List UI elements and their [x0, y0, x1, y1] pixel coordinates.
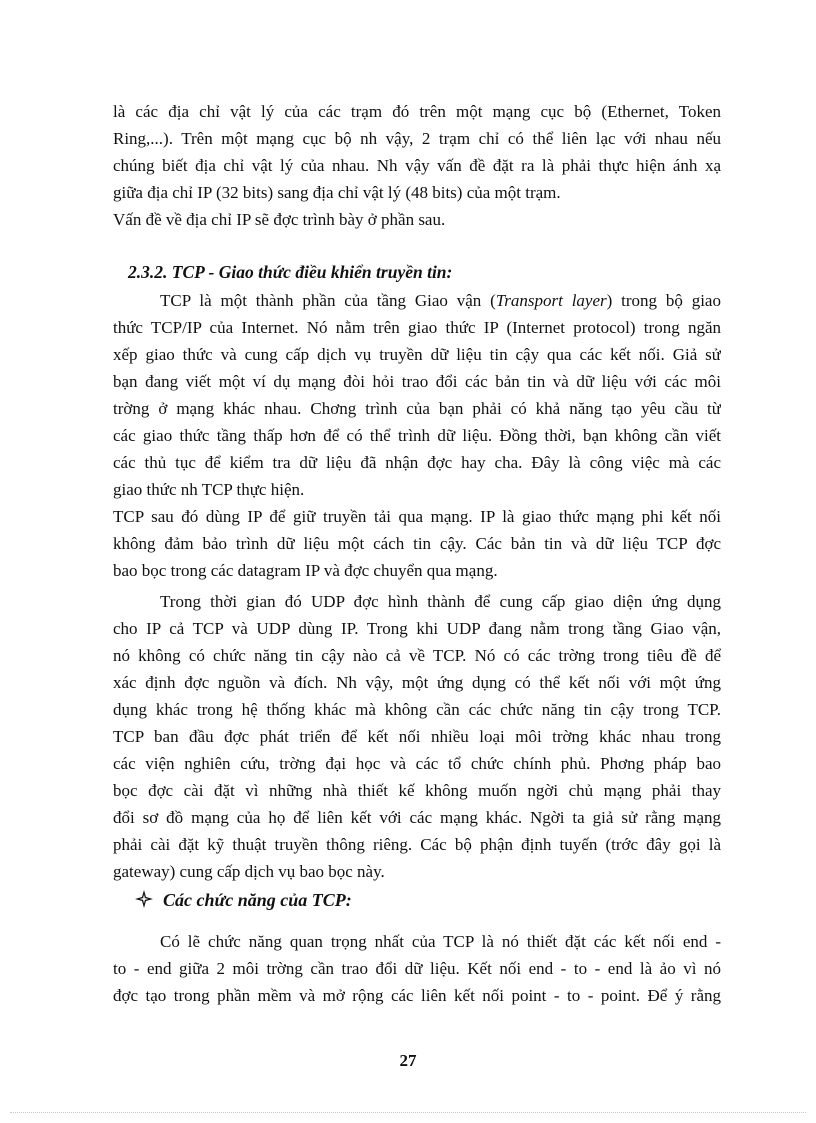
paragraph-line: bao bọc trong các datagram IP và đợc chuyển qua mạng. [113, 561, 498, 580]
page-number: 27 [399, 1051, 417, 1070]
paragraph-line: xác định đợc nguồn và đích. Nh vậy, một ứng dụng có thể kết nối với một ứng [113, 673, 721, 692]
paragraph-line: trờng ở mạng khác nhau. Chơng trình của bạn phải có khả năng tạo yêu cầu từ [113, 399, 721, 418]
paragraph-line: to - end giữa 2 môi trờng cần trao đổi dữ liệu. Kết nối end - to - end là ảo vì nó [113, 959, 721, 978]
paragraph-line: Ring,...). Trên một mạng cục bộ nh vậy, 2 trạm chỉ có thể liên lạc với nhau nếu [113, 129, 721, 148]
paragraph-line: phải cài đặt kỹ thuật truyền thông riêng. Các bộ phận định tuyến (trớc đây gọi là [113, 835, 721, 854]
section-heading: 2.3.2. TCP - Giao thức điều khiển truyền tin: [128, 262, 453, 282]
bullet-heading [135, 885, 352, 915]
paragraph-line: các giao thức tầng thấp hơn để có thể trình dữ liệu. Đồng thời, bạn không cần viết [113, 426, 721, 445]
paragraph-line: TCP là một thành phần của tầng Giao vận (Transport layer) trong bộ giao [160, 291, 721, 310]
paragraph-line: gateway) cung cấp dịch vụ bao bọc này. [113, 862, 385, 881]
paragraph-line: TCP ban đầu đợc phát triển để kết nối nhiều loại môi trờng khác nhau trong [113, 727, 721, 746]
paragraph-line: các thủ tục để kiểm tra dữ liệu đã nhận đợc hay cha. Đây là công việc mà các [113, 453, 721, 472]
paragraph-line: bạn đang viết một ví dụ mạng đòi hỏi trao đổi các bản tin và dữ liệu với các môi [113, 372, 721, 391]
paragraph-line: đổi sơ đồ mạng của họ để liên kết với các mạng khác. Ngời ta giả sử rằng mạng [113, 808, 721, 827]
italic-term: Transport layer [495, 291, 607, 310]
paragraph-line: bọc đợc cài đặt vì những nhà thiết kế không muốn ngời chủ mạng phải thay [113, 781, 721, 800]
paragraph-line: giao thức nh TCP thực hiện. [113, 480, 305, 499]
paragraph-line: giữa địa chỉ IP (32 bits) sang địa chỉ vật lý (48 bits) của một trạm. [113, 183, 561, 202]
diamond-bullet-icon [135, 890, 153, 908]
paragraph-line: Vấn đề về địa chỉ IP sẽ đợc trình bày ở phần sau. [113, 210, 446, 229]
paragraph-line: các viện nghiên cứu, trờng đại học và các tổ chức chính phủ. Phơng pháp bao [113, 754, 721, 773]
paragraph-line: không đảm bảo trình dữ liệu một cách tin cậy. Các bản tin và dữ liệu TCP đợc [113, 534, 721, 553]
paragraph-line: Có lẽ chức năng quan trọng nhất của TCP là nó thiết đặt các kết nối end - [160, 932, 721, 951]
paragraph-line: cho IP cả TCP và UDP dùng IP. Trong khi UDP đang nằm trong tầng Giao vận, [113, 619, 721, 638]
bullet-heading-text: Các chức năng của TCP: [163, 890, 352, 910]
paragraph-line: thức TCP/IP của Internet. Nó nằm trên giao thức IP (Internet protocol) trong ngăn [113, 318, 721, 337]
paragraph-line: nó không có chức năng tin cậy nào cả về TCP. Nó có các trờng trong tiêu đề để [113, 646, 721, 665]
paragraph-line: chúng biết địa chỉ vật lý của nhau. Nh vậy vấn đề đặt ra là phải thực hiện ánh xạ [113, 156, 721, 175]
paragraph-line: TCP sau đó dùng IP để giữ truyền tải qua mạng. IP là giao thức mạng phi kết nối [113, 507, 721, 526]
page-bottom-border [10, 1112, 806, 1113]
paragraph-line: dụng khác trong hệ thống khác mà không cần các chức năng tin cậy trong TCP. [113, 700, 721, 719]
paragraph-line: xếp giao thức và cung cấp dịch vụ truyền dữ liệu tin cậy qua các kết nối. Giả sử [113, 345, 721, 364]
paragraph-line: là các địa chỉ vật lý của các trạm đó trên một mạng cục bộ (Ethernet, Token [113, 102, 721, 121]
paragraph-line: đợc tạo trong phần mềm và mở rộng các liên kết nối point - to - point. Để ý rằng [113, 986, 721, 1005]
paragraph-line: Trong thời gian đó UDP đợc hình thành để cung cấp giao diện ứng dụng [160, 592, 721, 611]
